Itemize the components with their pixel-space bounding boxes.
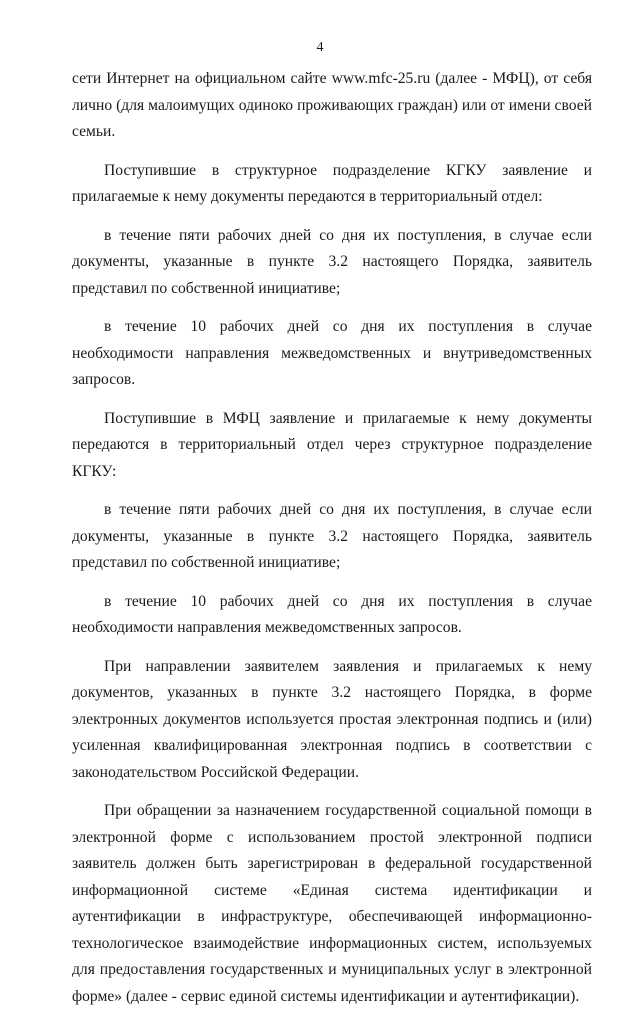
paragraph: в течение 10 рабочих дней со дня их поступления в случае необходимости направления межведомственных запросов. <box>72 592 592 636</box>
paragraph: в течение пяти рабочих дней со дня их поступления, в случае если документы, указанные в пункте 3.2 настоящего Порядка, заявитель представил по собственной инициативе; <box>72 226 592 297</box>
paragraph: в течение пяти рабочих дней со дня их поступления, в случае если документы, указанные в пункте 3.2 настоящего Порядка, заявитель представил по собственной инициативе; <box>72 501 592 571</box>
paragraph: При обращении за назначением государственной социальной помощи в электронной форме с использованием простой электронной подписи заявитель должен быть зарегистрирован в федеральной государственной информационной системе «Единая система идентификации и аутентификации в инфраструктуре, обеспечивающей информационно-технологическое взаимодействие информационных систем, используемых для предоставления государственных и муниципальных услуг в электронной форме» (далее - сервис единой системы идентификации и аутентификации). <box>72 802 592 1005</box>
document-body <box>72 66 592 1010</box>
paragraph: Поступившие в МФЦ заявление и прилагаемые к нему документы передаются в территориальный отдел через структурное подразделение КГКУ: <box>72 409 592 480</box>
paragraph: Поступившие в структурное подразделение КГКУ заявление и прилагаемые к нему документы передаются в территориальный отдел: <box>72 161 592 205</box>
paragraph: в течение 10 рабочих дней со дня их поступления в случае необходимости направления межведомственных и внутриведомственных запросов. <box>72 318 592 388</box>
paragraph: При направлении заявителем заявления и прилагаемых к нему документов, указанных в пункте 3.2 настоящего Порядка, в форме электронных документов используется простая электронная подпись и (или) усиленная квалифицированная электронная подпись в соответствии с законодательством Российской Федерации. <box>72 657 592 781</box>
page-number: 4 <box>316 40 324 55</box>
paragraph-continuation: сети Интернет на официальном сайте www.mfc-25.ru (далее - МФЦ), от себя лично (для малоимущих одиноко проживающих граждан) или от имени своей семьи. <box>72 70 592 140</box>
